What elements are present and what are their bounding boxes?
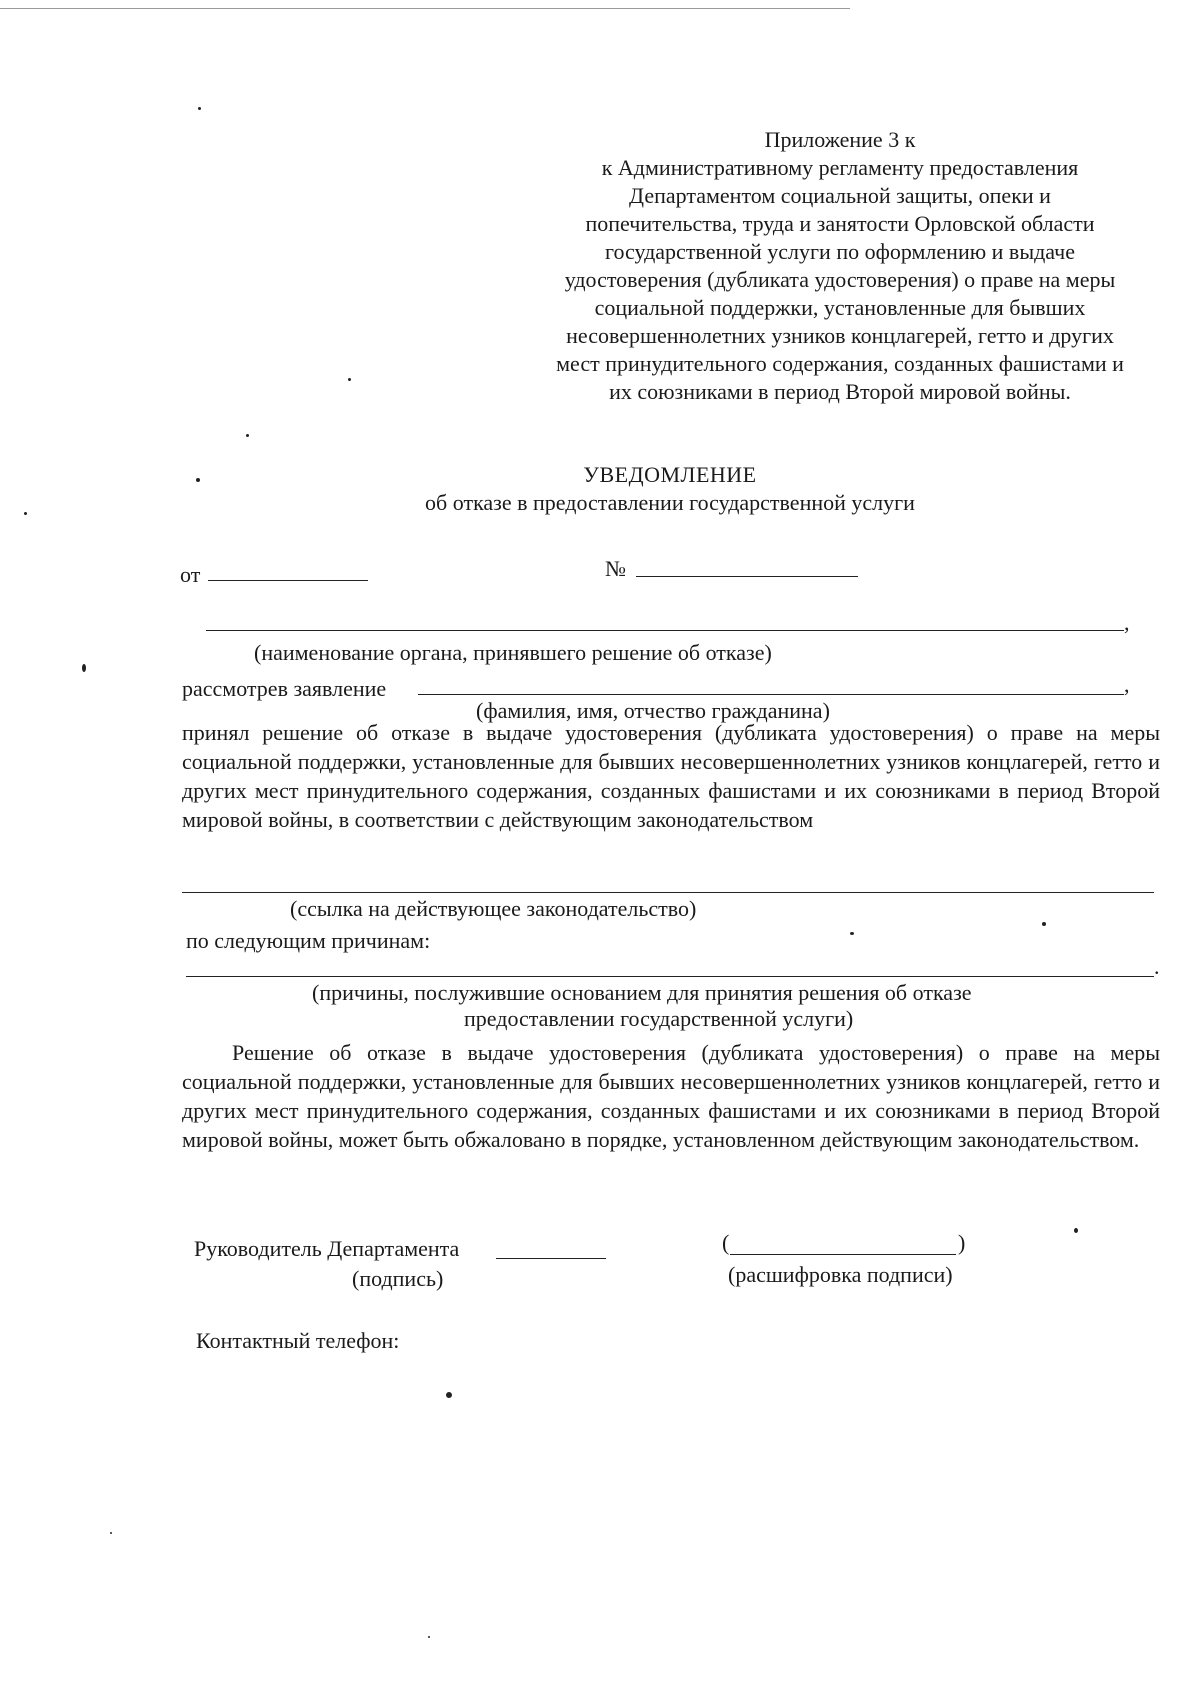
scan-speck [82,664,86,672]
appendix-line: удостоверения (дубликата удостоверения) о праве на меры [564,267,1116,292]
reasons-label: по следующим причинам: [186,928,431,953]
scan-speck [428,1636,430,1638]
comma-mark: , [1124,610,1130,635]
scan-speck [348,378,351,381]
signature-decode-hint: (расшифровка подписи) [728,1262,953,1287]
appendix-line: к Административному регламенту предоставления [601,155,1079,180]
signature-decode-field[interactable] [730,1254,956,1255]
scan-speck [1074,1228,1078,1233]
organization-hint: (наименование органа, принявшего решение об отказе) [254,640,772,665]
head-of-department-label: Руководитель Департамента [194,1236,460,1261]
decision-paragraph: принял решение об отказе в выдаче удостоверения (дубликата удостоверения) о праве на меры социальной поддержки, установленные для бывших несовершеннолетних узников концлагерей, гетто и других мест принудительного содержания, созданных фашистами и их союзниками в период Второй мировой войны, в соответствии с действующим законодательством [182,720,1160,832]
contact-phone-label: Контактный телефон: [196,1328,400,1353]
appendix-line: государственной услуги по оформлению и выдаче [604,239,1076,264]
scan-speck [1042,922,1046,926]
reasons-field[interactable] [186,976,1154,977]
reasons-hint: предоставлении государственной услуги) [464,1006,854,1031]
reasons-hint: (причины, послужившие основанием для принятия решения об отказе [312,980,972,1005]
appendix-line: Департаментом социальной защиты, опеки и [629,183,1051,208]
close-paren: ) [958,1230,966,1255]
notice-subtitle: об отказе в предоставлении государственной услуги [425,490,915,515]
citizen-name-field[interactable] [418,694,1124,695]
organization-field[interactable] [206,630,1124,631]
open-paren: ( [722,1230,730,1255]
from-label: от [180,562,201,587]
signature-field[interactable] [496,1258,606,1259]
number-label: № [605,556,626,581]
appendix-line: их союзниками в период Второй мировой войны. [609,379,1071,404]
legislation-hint: (ссылка на действующее законодательство) [290,896,697,921]
signature-hint: (подпись) [352,1266,444,1291]
comma-mark: , [1124,672,1130,697]
scan-speck [246,434,249,437]
from-date-field[interactable] [208,580,368,581]
notice-number-field[interactable] [636,576,858,577]
scan-speck [446,1392,452,1398]
appendix-line: Приложение 3 к [764,127,916,152]
appendix-line: несовершеннолетних узников концлагерей, гетто и других [566,323,1114,348]
legislation-field[interactable] [182,892,1154,893]
scan-speck [24,512,27,515]
scan-speck [110,1532,112,1534]
scan-speck [196,478,200,482]
scan-speck [850,932,854,935]
reviewed-label: рассмотрев заявление [182,676,387,701]
notice-title: УВЕДОМЛЕНИЕ [583,462,757,487]
appendix-line: мест принудительного содержания, созданных фашистами и [556,351,1124,376]
appendix-header [510,126,1170,406]
appendix-line: социальной поддержки, установленные для бывших [594,295,1086,320]
scan-speck [198,107,201,110]
appeal-paragraph: Решение об отказе в выдаче удостоверения (дубликата удостоверения) о праве на меры социальной поддержки, установленные для бывших несовершеннолетних узников концлагерей, гетто и других мест принудительного содержания, созданных фашистами и их союзниками в период Второй мировой войны, может быть обжаловано в порядке, установленном действующим законодательством. [182,1040,1160,1152]
scan-top-rule [0,8,850,9]
period-mark: . [1154,954,1160,979]
citizen-hint: (фамилия, имя, отчество гражданина) [476,698,830,723]
appendix-line: попечительства, труда и занятости Орловской области [585,211,1095,236]
